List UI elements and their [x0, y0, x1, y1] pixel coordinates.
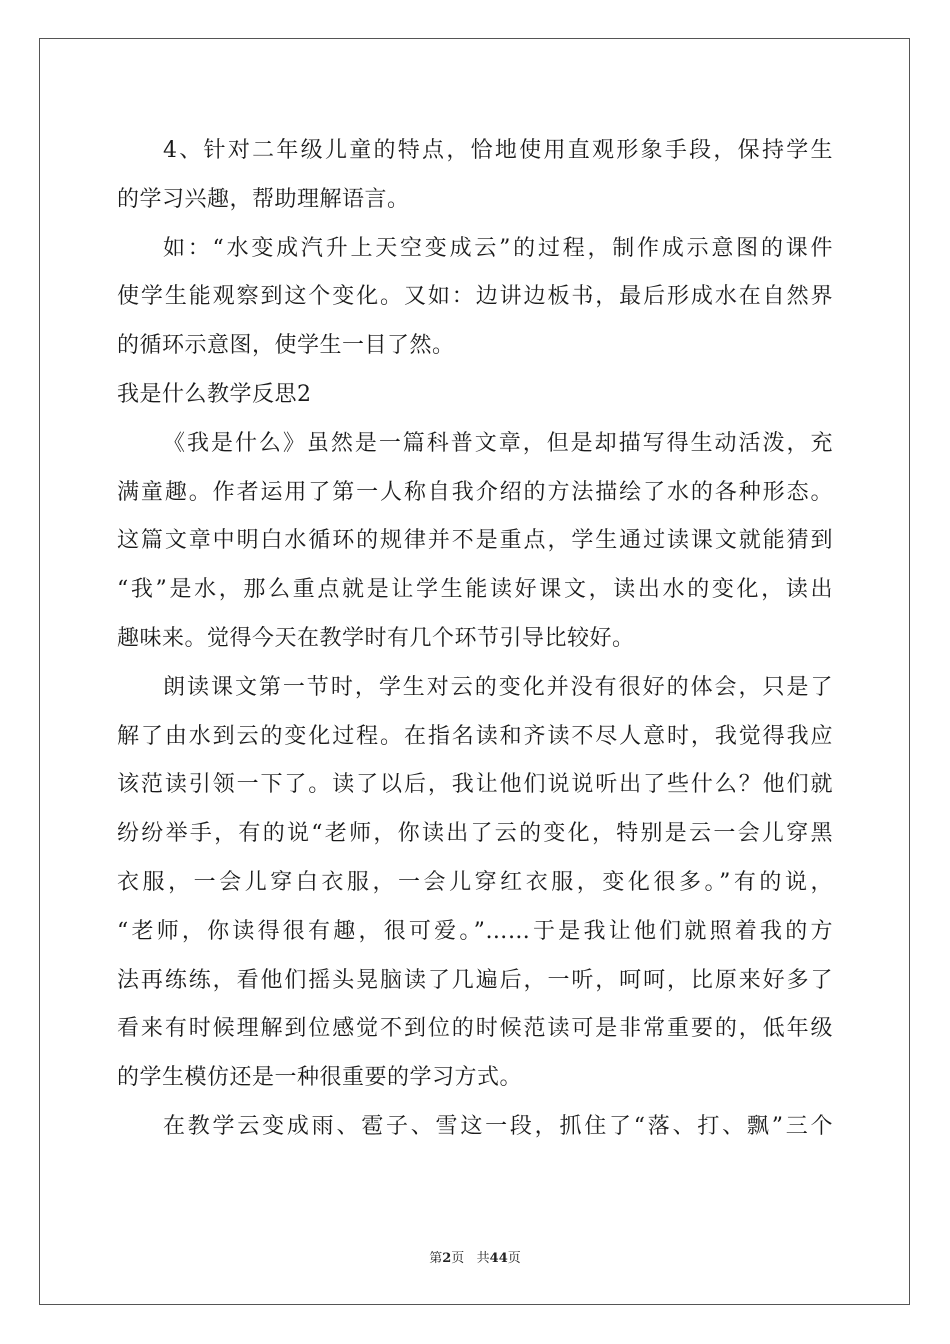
text-line: “老师，你读得很有趣，很可爱。”……于是我让他们就照着我的方: [117, 918, 833, 944]
text-line: 使学生能观察到这个变化。又如：边讲边板书，最后形成水在自然界: [117, 284, 833, 310]
text-line: 这篇文章中明白水循环的规律并不是重点，学生通过读课文就能猜到: [117, 528, 833, 554]
text-line: 的学习兴趣，帮助理解语言。: [117, 186, 410, 212]
page-footer: [0, 1247, 950, 1266]
text-line: 朗读课文第一节时，学生对云的变化并没有很好的体会，只是了: [163, 674, 833, 700]
text-line: 该范读引领一下了。读了以后，我让他们说说听出了些什么？他们就: [117, 772, 833, 798]
text-line: 看来有时候理解到位感觉不到位的时候范读可是非常重要的，低年级: [117, 1016, 833, 1042]
footer-prefix: 第: [429, 1251, 443, 1266]
text-line: 4、针对二年级儿童的特点，恰地使用直观形象手段，保持学生: [163, 138, 833, 163]
text-line: 解了由水到云的变化过程。在指名读和齐读不尽人意时，我觉得我应: [117, 723, 833, 749]
total-page-count: 44: [489, 1251, 508, 1266]
document-body: [117, 127, 833, 1152]
text-line: “我”是水，那么重点就是让学生能读好课文，读出水的变化，读出: [117, 577, 833, 603]
footer-middle: 页 共: [451, 1251, 490, 1266]
text-line: 趣味来。觉得今天在教学时有几个环节引导比较好。: [117, 625, 635, 651]
text-line: 法再练练，看他们摇头晃脑读了几遍后，一听，呵呵，比原来好多了: [117, 967, 833, 993]
text-line: 在教学云变成雨、雹子、雪这一段，抓住了“落、打、飘”三个: [163, 1113, 833, 1139]
text-line: 纷纷举手，有的说“老师，你读出了云的变化，特别是云一会儿穿黑: [117, 821, 833, 847]
text-line: 的循环示意图，使学生一目了然。: [117, 333, 455, 359]
text-line: 的学生模仿还是一种很重要的学习方式。: [117, 1065, 523, 1091]
text-line: 衣服，一会儿穿白衣服，一会儿穿红衣服，变化很多。”有的说，: [117, 869, 833, 895]
text-line: 满童趣。作者运用了第一人称自我介绍的方法描绘了水的各种形态。: [117, 479, 833, 505]
text-line: 《我是什么》虽然是一篇科普文章，但是却描写得生动活泼，充: [163, 430, 833, 456]
section-heading: 我是什么教学反思2: [117, 381, 312, 407]
current-page-number: 2: [442, 1251, 452, 1266]
text-line: 如：“水变成汽升上天空变成云”的过程，制作成示意图的课件: [163, 235, 833, 261]
footer-suffix: 页: [507, 1251, 521, 1266]
